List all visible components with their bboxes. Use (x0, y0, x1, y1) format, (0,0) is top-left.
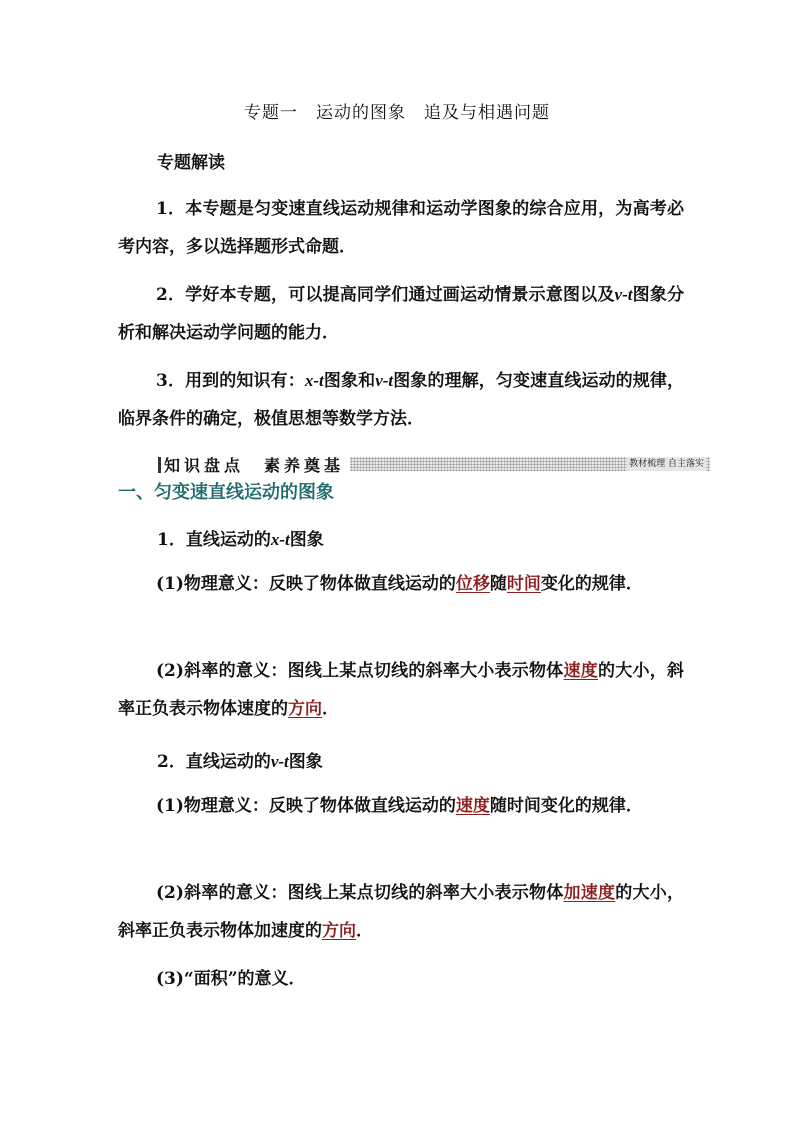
paragraph-text: 随时间变化的规律． (489, 796, 643, 816)
subheading-xt (157, 525, 324, 550)
banner-bar (158, 457, 161, 473)
answer-blank: 速度 (563, 661, 599, 681)
item-number: 1． (156, 199, 186, 219)
variable-vt: v-t (270, 752, 289, 771)
paragraph-text: 图象分析和解决运动学问题的能力． (118, 285, 685, 343)
page-title: 专题一 运动的图象 追及与相遇问题 (244, 103, 550, 123)
answer-blank: 位移 (455, 574, 490, 594)
xt-paragraph-2 (118, 652, 684, 728)
paragraph-text: (1)物理意义：反映了物体做直线运动的 (156, 796, 456, 816)
subheading-text: 2．直线运动的 (157, 752, 271, 772)
paragraph-text: (2)斜率的意义：图线上某点切线的斜率大小表示物体 (156, 883, 564, 903)
paragraph-text: ． (322, 699, 339, 719)
paragraph-text: 本专题是匀变速直线运动规律和运动学图象的综合应用，为高考必考内容，多以选择题形式命题． (118, 199, 684, 257)
intro-paragraph-3 (118, 362, 684, 438)
part-heading: 一、匀变速直线运动的图象 (118, 482, 334, 503)
vt-paragraph-3 (118, 960, 684, 998)
paragraph-text: (1)物理意义：反映了物体做直线运动的 (156, 574, 456, 594)
variable-xt: x-t (270, 530, 290, 549)
subheading-text: 1．直线运动的 (157, 530, 271, 550)
item-number: 2． (156, 285, 186, 305)
variable-vt: v-t (375, 371, 394, 390)
xt-paragraph-1 (118, 565, 684, 603)
item-number: 3． (156, 371, 186, 391)
intro-paragraph-1 (118, 190, 684, 266)
subheading-vt (157, 747, 323, 772)
paragraph-text: 图象和 (323, 371, 376, 391)
answer-blank: 方向 (322, 921, 356, 941)
intro-paragraph-2 (118, 276, 684, 352)
paragraph-text: 变化的规律． (540, 574, 643, 594)
answer-blank: 时间 (506, 574, 541, 594)
paragraph-text: 用到的知识有： (185, 371, 305, 391)
answer-blank: 方向 (288, 699, 322, 719)
vt-paragraph-1 (118, 787, 684, 825)
answer-blank: 速度 (455, 796, 490, 816)
subheading-text: 图象 (288, 752, 323, 772)
answer-blank: 加速度 (563, 883, 616, 903)
subheading-text: 图象 (289, 530, 324, 550)
banner-tag: 教材梳理 自主落实 (629, 459, 704, 469)
banner-label: 知识盘点 素养奠基 (164, 456, 345, 475)
paragraph-text: 的大小，斜率正负表示物体加速度的 (118, 883, 684, 941)
section-heading: 专题解读 (157, 153, 225, 173)
variable-vt: v-t (614, 285, 633, 304)
paragraph-text: (2)斜率的意义：图线上某点切线的斜率大小表示物体 (156, 661, 564, 681)
paragraph-text: 图象的理解，匀变速直线运动的规律，临界条件的确定，极值思想等数学方法． (118, 371, 685, 429)
paragraph-text: 学好本专题，可以提高同学们通过画运动情景示意图以及 (185, 285, 615, 305)
variable-xt: x-t (304, 371, 324, 390)
vt-paragraph-2 (118, 874, 684, 950)
paragraph-text: (3)“面积”的意义． (156, 969, 306, 989)
paragraph-text: ． (356, 921, 373, 941)
section-banner (158, 453, 710, 475)
paragraph-text: 的大小，斜率正负表示物体速度的 (118, 661, 685, 719)
paragraph-text: 随 (489, 574, 507, 594)
